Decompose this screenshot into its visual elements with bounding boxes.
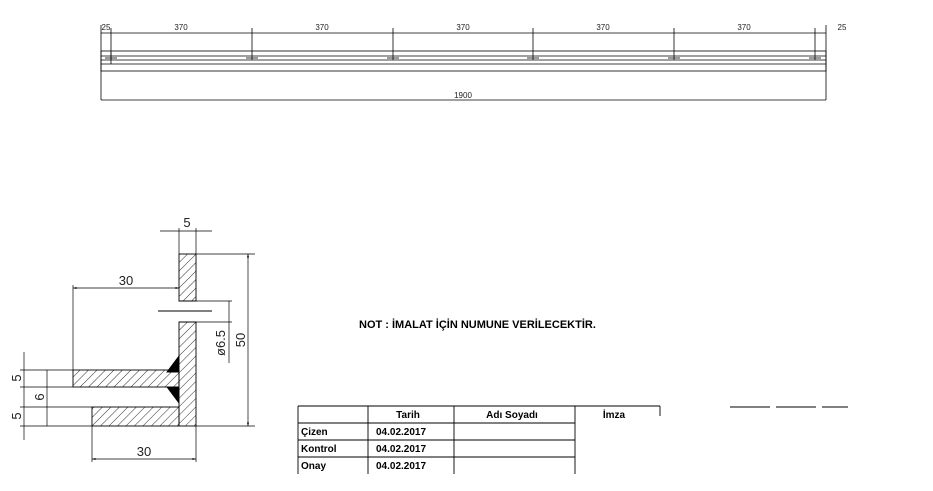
dim-height: 50 (233, 332, 248, 348)
vertical-leg-upper (179, 254, 196, 301)
header-name: Adı Soyadı (486, 410, 538, 421)
weld-mark (167, 387, 179, 403)
dim-label: 25 (837, 23, 847, 32)
upper-leg (73, 370, 179, 387)
row-label: Kontrol (301, 444, 337, 455)
header-signature: İmza (602, 410, 626, 421)
dim-upper-leg: 30 (118, 273, 134, 288)
dim-label: 370 (596, 23, 610, 32)
vertical-leg-lower (179, 322, 196, 426)
row-date: 04.02.2017 (376, 427, 427, 438)
dim-label: 370 (315, 23, 329, 32)
dim-label: 370 (456, 23, 470, 32)
dim-label: 370 (737, 23, 751, 32)
lower-leg (92, 407, 179, 426)
profile-bar (101, 51, 826, 71)
dim-left-b: 6 (32, 393, 47, 401)
dim-left-c: 5 (9, 412, 24, 420)
row-label: Onay (301, 461, 327, 472)
dim-hole-diameter: ø6.5 (213, 329, 228, 357)
dim-label: 25 (101, 23, 111, 32)
dim-left-a: 5 (9, 374, 24, 382)
dim-lower-leg: 30 (136, 444, 152, 459)
row-date: 04.02.2017 (376, 461, 427, 472)
top-view (101, 25, 826, 100)
row-date: 04.02.2017 (376, 444, 427, 455)
header-date: Tarih (396, 410, 420, 421)
dim-top-thickness: 5 (183, 215, 191, 230)
section-view (73, 254, 212, 426)
weld-mark (167, 356, 179, 372)
overall-dim-label: 1900 (454, 91, 472, 100)
dim-label: 370 (174, 23, 188, 32)
manufacturing-note: NOT : İMALAT İÇİN NUMUNE VERİLECEKTİR. (359, 319, 596, 331)
row-label: Çizen (301, 427, 328, 438)
top-view-labels (102, 23, 847, 100)
hole-mark (105, 52, 117, 64)
